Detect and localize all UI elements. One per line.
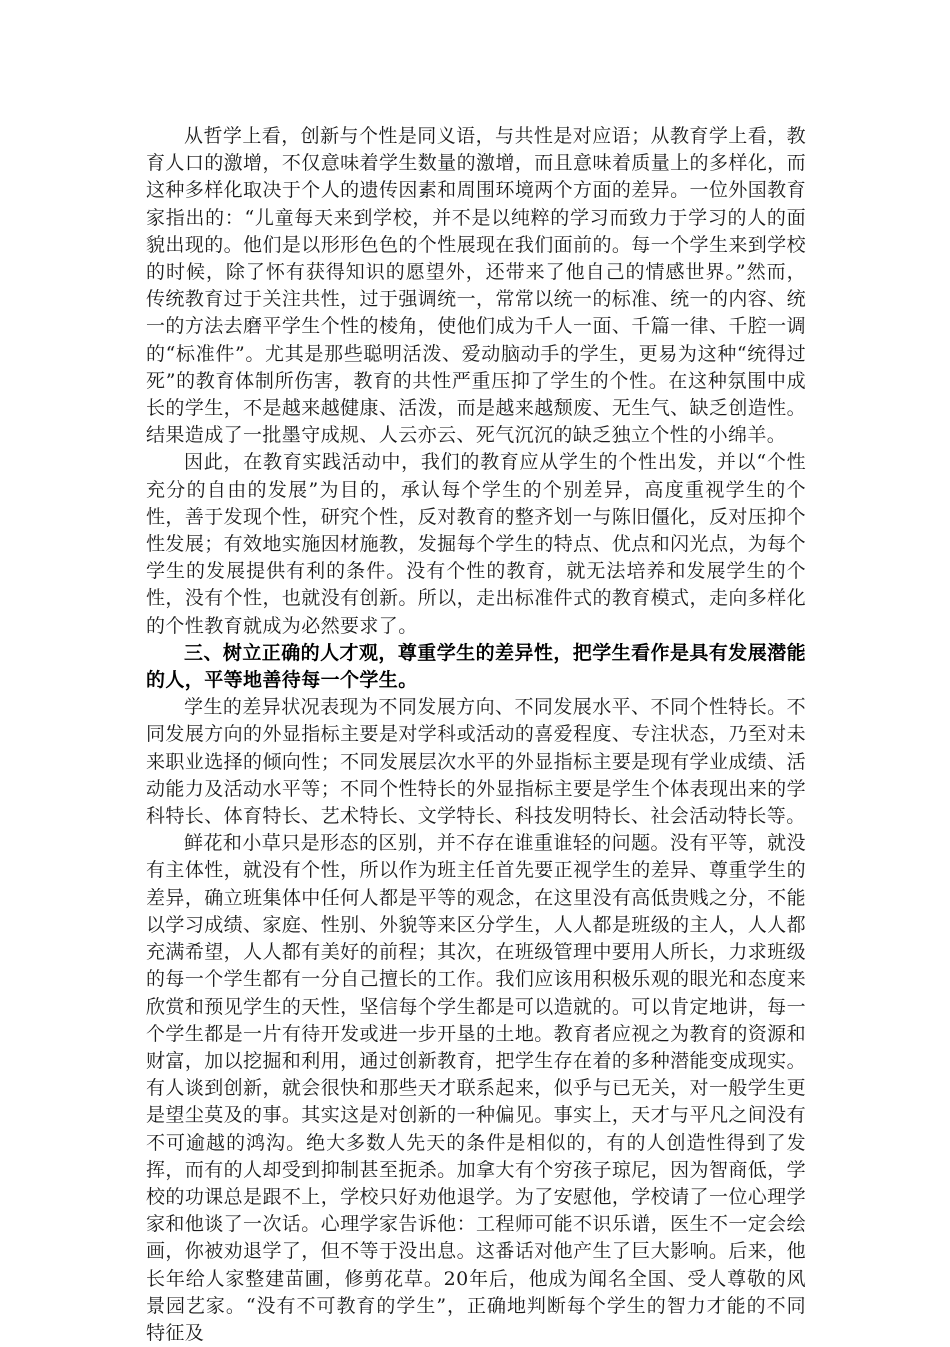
paragraph-individual-education: 因此，在教育实践活动中，我们的教育应从学生的个性出发，并以“个性充分的自由的发展”为目的，承认每个学生的个别差异，高度重视学生的个性，善于发现个性，研究个性，反对教育的整齐划一与陈旧僵化，反对压抑个性发展；有效地实施因材施教，发掘每个学生的特点、优点和闪光点，为每个学生的发展提供有利的条件。没有个性的教育，就无法培养和发展学生的个性，没有个性，也就没有创新。所以，走出标准件式的教育模式，走向多样化的个性教育就成为必然要求了。 (146, 451, 806, 637)
paragraph-student-differences: 学生的差异状况表现为不同发展方向、不同发展水平、不同个性特长。不同发展方向的外显指标主要是对学科或活动的喜爱程度、专注状态，乃至对未来职业选择的倾向性；不同发展层次水平的外显指标主要是现有学业成绩、活动能力及活动水平等；不同个性特长的外显指标主要是学生个体表现出来的学科特长、体育特长、艺术特长、文学特长、科技发明特长、社会活动特长等。 (146, 696, 806, 828)
section-heading-talent-view: 三、树立正确的人才观，尊重学生的差异性，把学生看作是具有发展潜能的人，平等地善待每一个学生。 (146, 641, 806, 692)
body-text (146, 123, 806, 1347)
paragraph-flowers-and-grass: 鲜花和小草只是形态的区别，并不存在谁重谁轻的问题。没有平等，就没有主体性，就没有个性，所以作为班主任首先要正视学生的差异、尊重学生的差异，确立班集体中任何人都是平等的观念，在这里没有高低贵贱之分，不能以学习成绩、家庭、性别、外貌等来区分学生，人人都是班级的主人，人人都充满希望，人人都有美好的前程；其次，在班级管理中要用人所长，力求班级的每一个学生都有一分自己擅长的工作。我们应该用积极乐观的眼光和态度来欣赏和预见学生的天性，坚信每个学生都是可以造就的。可以肯定地讲，每一个学生都是一片有待开发或进一步开垦的土地。教育者应视之为教育的资源和财富，加以挖掘和利用，通过创新教育，把学生存在着的多种潜能变成现实。有人谈到创新，就会很快和那些天才联系起来，似乎与已无关，对一般学生更是望尘莫及的事。其实这是对创新的一种偏见。事实上，天才与平凡之间没有不可逾越的鸿沟。绝大多数人先天的条件是相似的，有的人创造性得到了发挥，而有的人却受到抑制甚至扼杀。加拿大有个穷孩子琼尼，因为智商低，学校的功课总是跟不上，学校只好劝他退学。为了安慰他，学校请了一位心理学家和他谈了一次话。心理学家告诉他：工程师可能不识乐谱，医生不一定会绘画，你被劝退学了，但不等于没出息。这番话对他产生了巨大影响。后来，他长年给人家整建苗圃，修剪花草。20年后，他成为闻名全国、受人尊敬的风景园艺家。“没有不可教育的学生”，正确地判断每个学生的智力才能的不同特征及 (146, 832, 806, 1344)
paragraph-philosophy-individuality: 从哲学上看，创新与个性是同义语，与共性是对应语；从教育学上看，教育人口的激增，不仅意味着学生数量的激增，而且意味着质量上的多样化，而这种多样化取决于个人的遗传因素和周围环境两个方面的差异。一位外国教育家指出的：“儿童每天来到学校，并不是以纯粹的学习而致力于学习的人的面貌出现的。他们是以形形色色的个性展现在我们面前的。每一个学生来到学校的时候，除了怀有获得知识的愿望外，还带来了他自己的情感世界。”然而，传统教育过于关注共性，过于强调统一，常常以统一的标准、统一的内容、统一的方法去磨平学生个性的棱角，使他们成为千人一面、千篇一律、千腔一调的“标准件”。尤其是那些聪明活泼、爱动脑动手的学生，更易为这种“统得过死”的教育体制所伤害，教育的共性严重压抑了学生的个性。在这种氛围中成长的学生，不是越来越健康、活泼，而是越来越颓废、无生气、缺乏创造性。结果造成了一批墨守成规、人云亦云、死气沉沉的缺乏独立个性的小绵羊。 (146, 125, 806, 447)
